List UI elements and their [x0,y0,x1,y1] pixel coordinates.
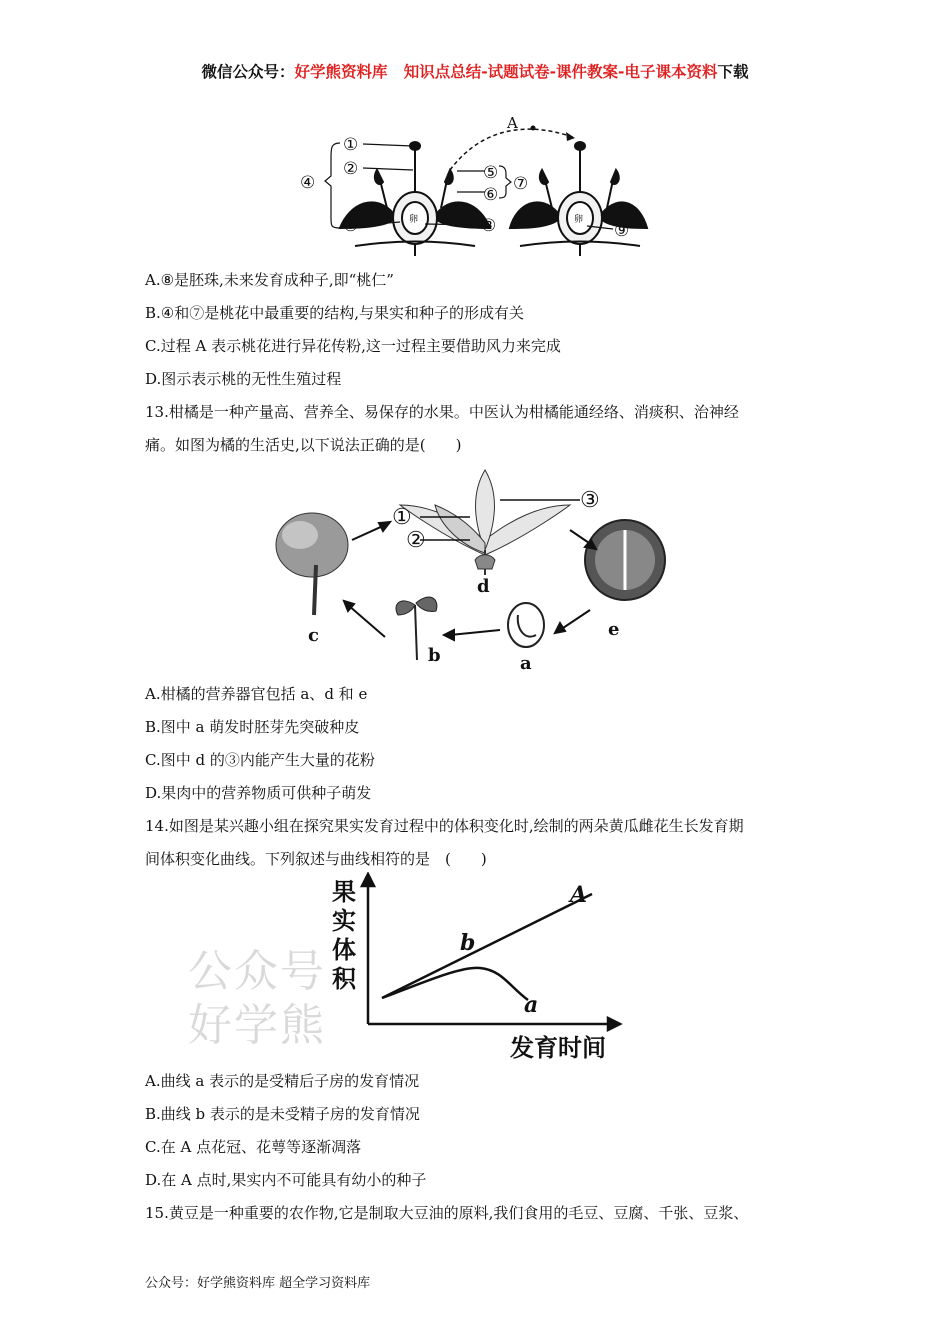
q14-option-d: D.在 A 点时,果实内不可能具有幼小的种子 [145,1171,427,1189]
series-b-line [382,894,592,998]
label-6: ⑥ [483,185,499,205]
label-4: ④ [300,173,316,193]
q13-option-b: B.图中 a 萌发时胚芽先突破种皮 [145,718,360,736]
q12-option-b: B.④和⑦是桃花中最重要的结构,与果实和种子的形成有关 [145,304,525,322]
header-red-name: 好学熊资料库 [294,63,388,81]
seed-a [508,603,544,647]
label-circle-2: ② [406,528,426,553]
process-label-a: A [507,114,518,132]
flower-d [400,470,570,575]
label-5: ⑤ [483,163,499,183]
footer: 公众号：好学熊资料库 超全学习资料库 [145,1276,371,1291]
ylabel-char-3: 体 [332,935,356,964]
label-a: a [520,653,532,674]
q15-stem-line1: 15.黄豆是一种重要的农作物,它是制取大豆油的原料,我们食用的毛豆、豆腐、千张、豆浆、 [145,1204,749,1222]
fruit-e [585,520,665,600]
q13-option-d: D.果肉中的营养物质可供种子萌发 [145,784,372,802]
q13-option-a: A.柑橘的营养器官包括 a、d 和 e [145,685,368,703]
header-red-2: 资料 [686,63,718,81]
label-7: ⑦ [513,174,529,194]
watermark-line2: 好学熊 [188,1000,326,1051]
point-a-label: A [570,882,588,908]
q12-option-a: A.⑧是胚珠,未来发育成种子,即“桃仁” [145,271,394,289]
q13-stem-line2: 痛。如图为橘的生活史,以下说法正确的是( ) [145,436,462,454]
q13-option-c: C.图中 d 的③内能产生大量的花粉 [145,751,375,769]
ylabel-char-1: 果 [332,877,356,906]
peach-pollination-figure [295,108,665,258]
header-middle: 知识点总结-试题试卷-课件教案-电子课本 [403,63,687,81]
label-circle-3: ③ [580,488,600,513]
label-8: ⑧ [481,216,497,236]
left-flower [340,142,490,256]
pollination-arrow [450,129,575,170]
header-prefix: 微信公众号： [201,63,295,81]
q14-option-c: C.在 A 点花冠、花萼等逐渐凋落 [145,1138,362,1156]
q13-stem-line1: 13.柑橘是一种产量高、营养全、易保存的水果。中医认为柑橘能通经络、消痰积、治神经 [145,403,739,421]
header-suffix: 下载 [717,63,749,81]
label-3: ③ [343,216,359,236]
q14-option-b: B.曲线 b 表示的是未受精子房的发育情况 [145,1105,420,1123]
label-c: c [308,625,319,646]
watermark-line1: 公众号 [188,946,326,997]
q14-option-a: A.曲线 a 表示的是受精后子房的发育情况 [145,1072,420,1090]
xlabel: 发育时间 [510,1033,606,1062]
label-d: d [477,576,490,597]
fruit-volume-chart [330,872,625,1062]
header-banner [0,60,950,82]
label-e: e [608,619,620,640]
label-2: ② [343,159,359,179]
series-b-label: b [460,930,476,956]
label-9: ⑨ [614,221,630,241]
series-a-label: a [524,992,539,1018]
ovule-mark-right: 卵 [574,215,584,225]
citrus-life-cycle-figure [270,465,690,675]
tree-c [276,513,348,615]
y-axis-arrow [362,874,374,886]
q14-stem-line2: 间体积变化曲线。下列叙述与曲线相符的是 ( ) [145,850,487,868]
label-b: b [428,645,441,666]
q12-option-d: D.图示表示桃的无性生殖过程 [145,370,342,388]
watermark [188,945,326,1053]
pollen-dot [531,126,536,131]
x-axis-arrow [608,1018,620,1030]
label-circle-1: ① [392,505,412,530]
ylabel-char-4: 积 [332,964,356,993]
q12-option-c: C.过程 A 表示桃花进行异花传粉,这一过程主要借助风力来完成 [145,337,561,355]
pollination-arrowhead [566,132,575,141]
ovule-mark-left: 卵 [409,215,419,225]
series-a-line [382,968,528,1000]
ylabel-char-2: 实 [332,906,356,935]
q14-stem-line1: 14.如图是某兴趣小组在探究果实发育过程中的体积变化时,绘制的两朵黄瓜雌花生长发育期 [145,817,744,835]
label-1: ① [343,135,359,155]
